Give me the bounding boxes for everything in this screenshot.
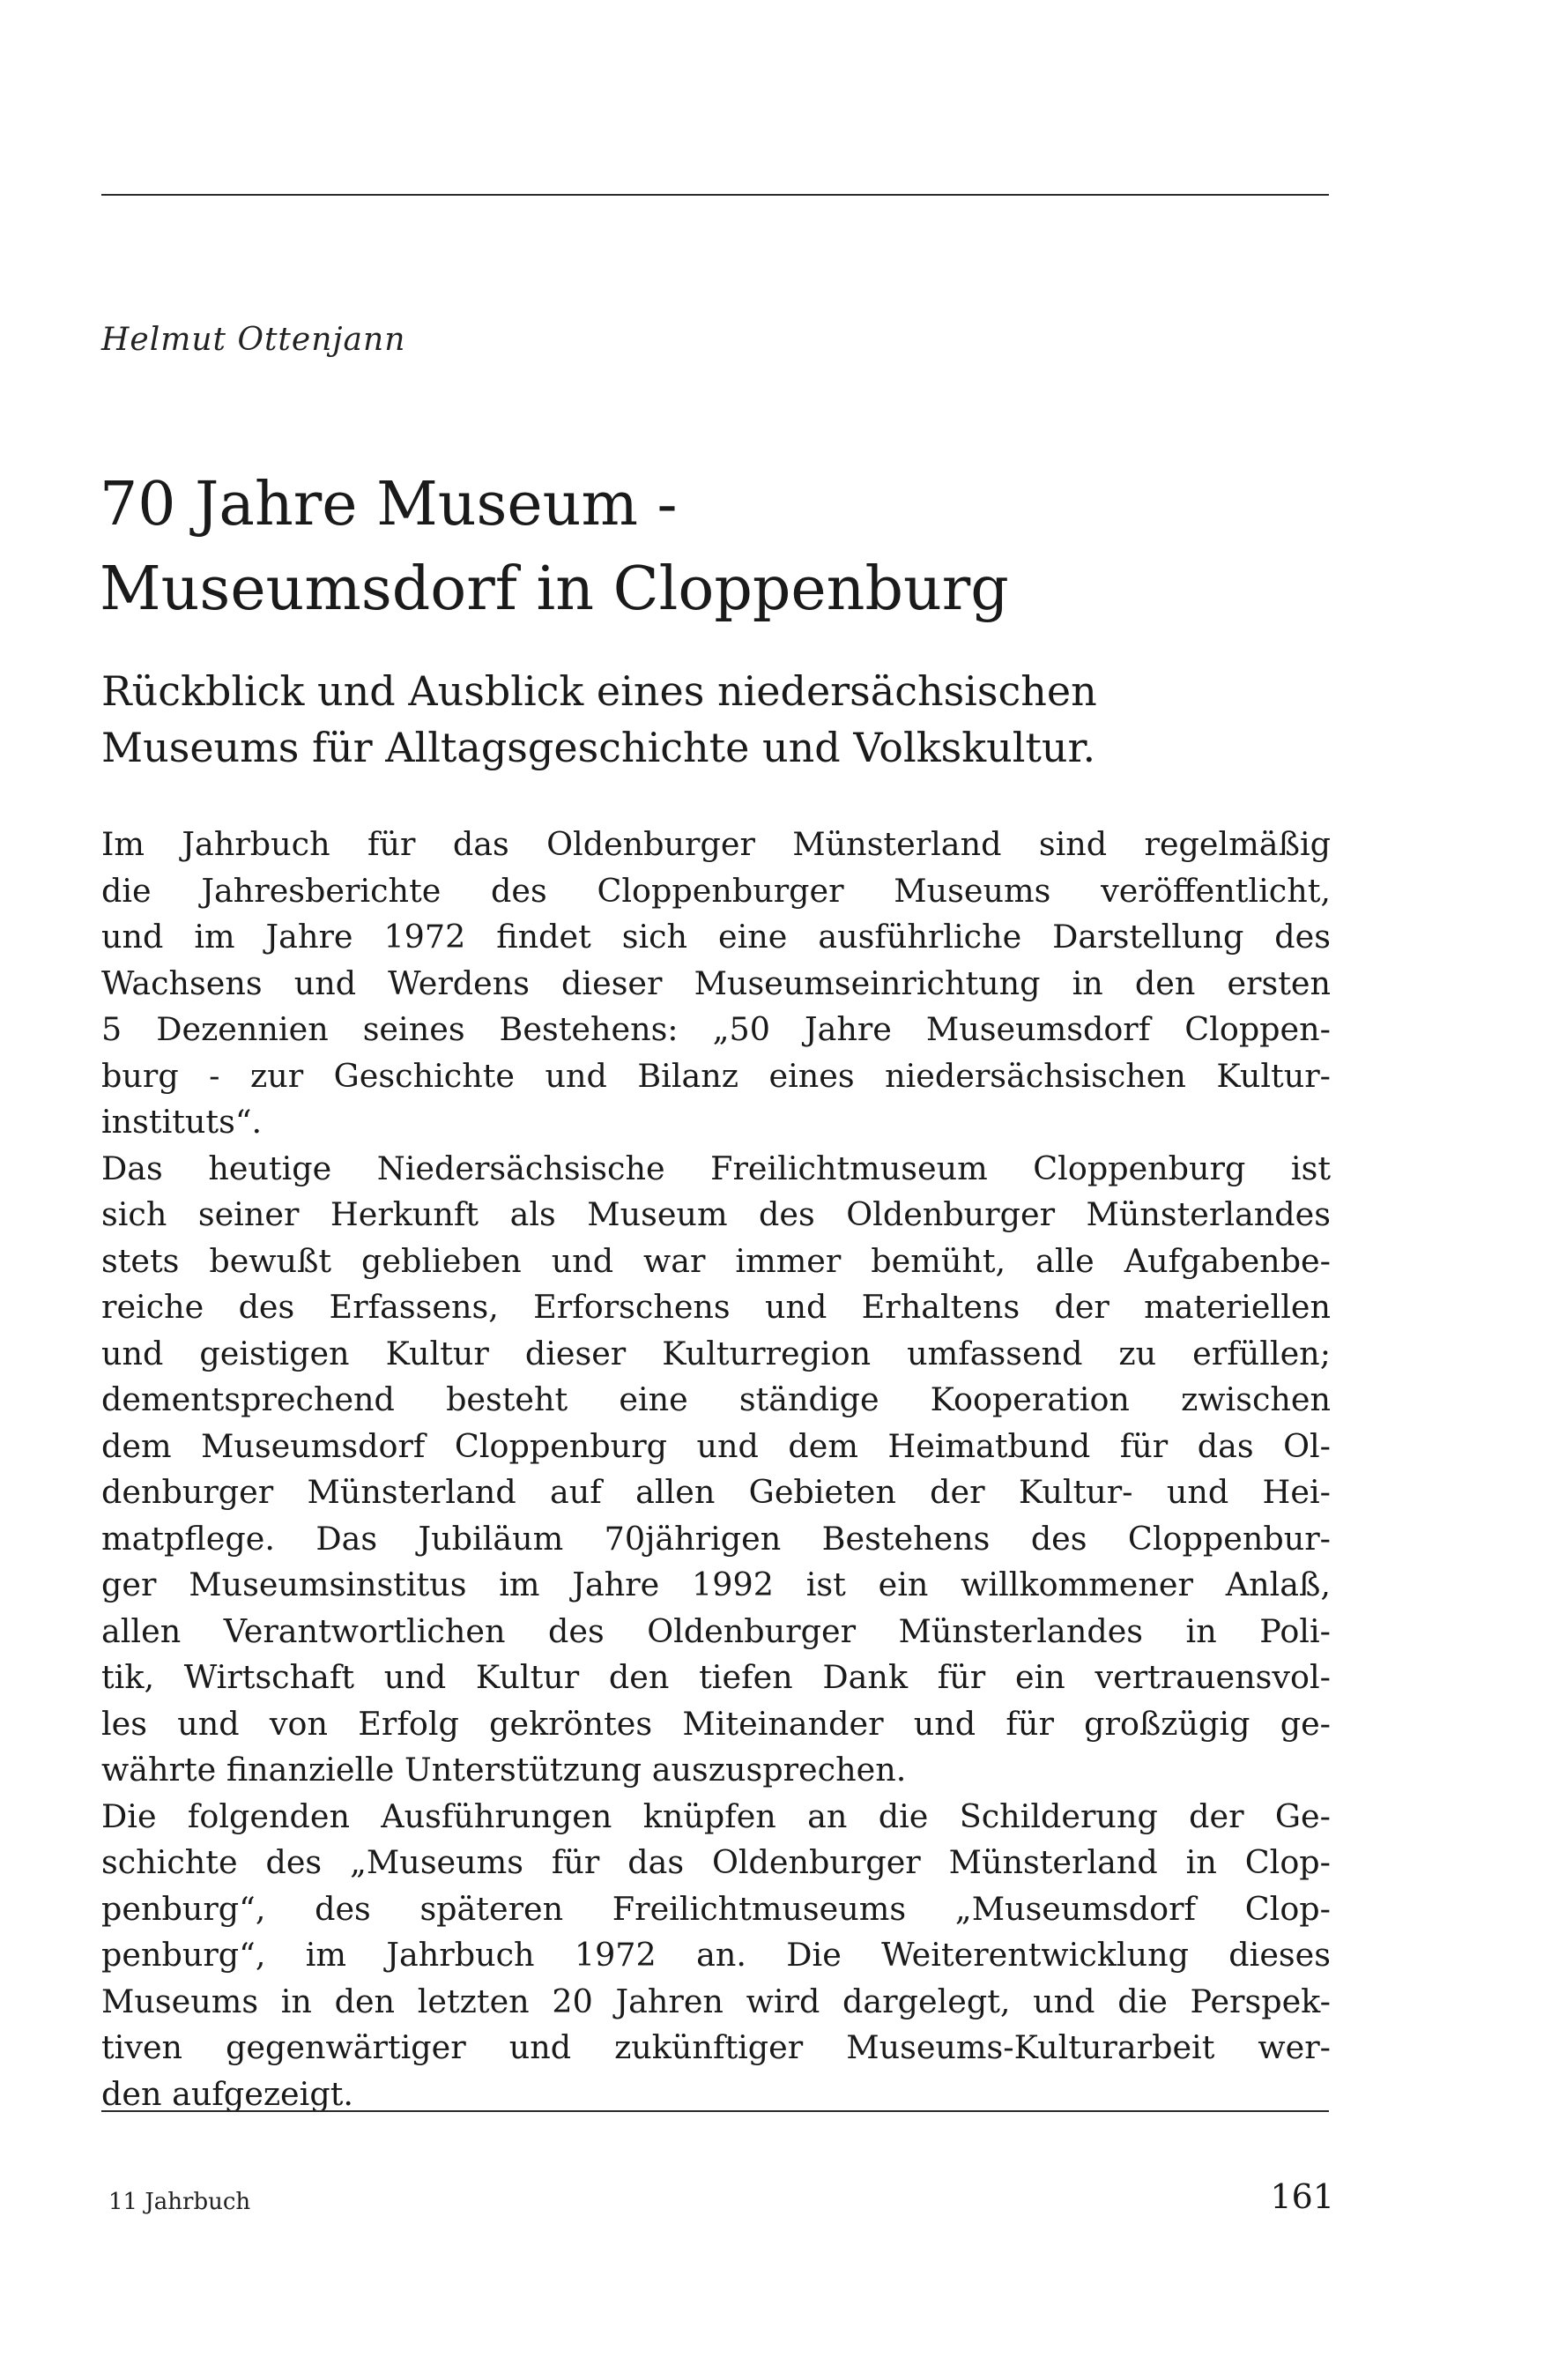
top-rule [101, 194, 1329, 196]
footer-signature: 11 Jahrbuch [108, 2189, 251, 2215]
body-line: matpflege. Das Jubiläum 70jährigen Bestehens des Cloppenbur- [101, 1519, 1331, 1558]
page-number: 161 [1270, 2177, 1334, 2216]
body-line: Wachsens und Werdens dieser Museumseinrichtung in den ersten [101, 963, 1331, 1002]
article-subtitle-line-2: Museums für Alltagsgeschichte und Volkskultur. [101, 724, 1096, 771]
article-title [100, 463, 1333, 632]
body-line: Die folgenden Ausführungen knüpfen an die Schilderung der Ge- [101, 1796, 1331, 1835]
author-name: Helmut Ottenjann [101, 322, 406, 358]
body-line: stets bewußt geblieben und war immer bemüht, alle Aufgabenbe- [101, 1241, 1331, 1280]
body-line: allen Verantwortlichen des Oldenburger Münsterlandes in Poli- [101, 1611, 1331, 1650]
body-line: burg - zur Geschichte und Bilanz eines niedersächsischen Kultur- [101, 1056, 1331, 1095]
body-line: schichte des „Museums für das Oldenburger Münsterland in Clop- [101, 1843, 1331, 1881]
body-line: dementsprechend besteht eine ständige Kooperation zwischen [101, 1380, 1331, 1418]
body-line: ger Museumsinstitus im Jahre 1992 ist ein willkommener Anlaß, [101, 1566, 1331, 1603]
body-line: sich seiner Herkunft als Museum des Oldenburger Münsterlandes [101, 1195, 1331, 1233]
body-line: die Jahresberichte des Cloppenburger Museums veröffentlicht, [101, 871, 1331, 910]
body-text [101, 822, 1331, 2117]
body-line: tik, Wirtschaft und Kultur den tiefen Dank für ein vertrauensvol- [101, 1658, 1331, 1696]
body-line: währte finanzielle Unterstützung auszusprechen. [101, 1751, 907, 1789]
article-subtitle-line-1: Rückblick und Ausblick eines niedersächsischen [101, 667, 1097, 715]
body-line: den aufgezeigt. [101, 2074, 353, 2113]
body-line: instituts“. [101, 1103, 263, 1141]
body-line: penburg“, des späteren Freilichtmuseums „Museumsdorf Clop- [101, 1889, 1331, 1928]
bottom-rule [101, 2110, 1329, 2112]
body-line: dem Museumsdorf Cloppenburg und dem Heimatbund für das Ol- [101, 1426, 1331, 1465]
body-line: Im Jahrbuch für das Oldenburger Münsterland sind regelmäßig [101, 825, 1331, 863]
body-line: und im Jahre 1972 findet sich eine ausführliche Darstellung des [101, 918, 1331, 956]
body-line: denburger Münsterland auf allen Gebieten der Kultur- und Hei- [101, 1473, 1331, 1511]
article-title-line-1: 70 Jahre Museum - [100, 470, 678, 539]
body-line: Museums in den letzten 20 Jahren wird dargelegt, und die Perspek- [101, 1982, 1331, 2020]
body-line: reiche des Erfassens, Erforschens und Erhaltens der materiellen [101, 1288, 1331, 1326]
body-line: penburg“, im Jahrbuch 1972 an. Die Weiterentwicklung dieses [101, 1936, 1331, 1974]
article-title-line-2: Museumsdorf in Cloppenburg [100, 554, 1009, 624]
body-line: tiven gegenwärtiger und zukünftiger Museums-Kulturarbeit wer- [101, 2028, 1331, 2066]
body-line: les und von Erfolg gekröntes Miteinander und für großzügig ge- [101, 1704, 1331, 1743]
body-line: und geistigen Kultur dieser Kulturregion umfassend zu erfüllen; [101, 1334, 1331, 1372]
body-line: 5 Dezennien seines Bestehens: „50 Jahre Museumsdorf Cloppen- [101, 1010, 1331, 1048]
article-subtitle [101, 663, 1335, 776]
body-line: Das heutige Niedersächsische Freilichtmuseum Cloppenburg ist [101, 1149, 1331, 1187]
